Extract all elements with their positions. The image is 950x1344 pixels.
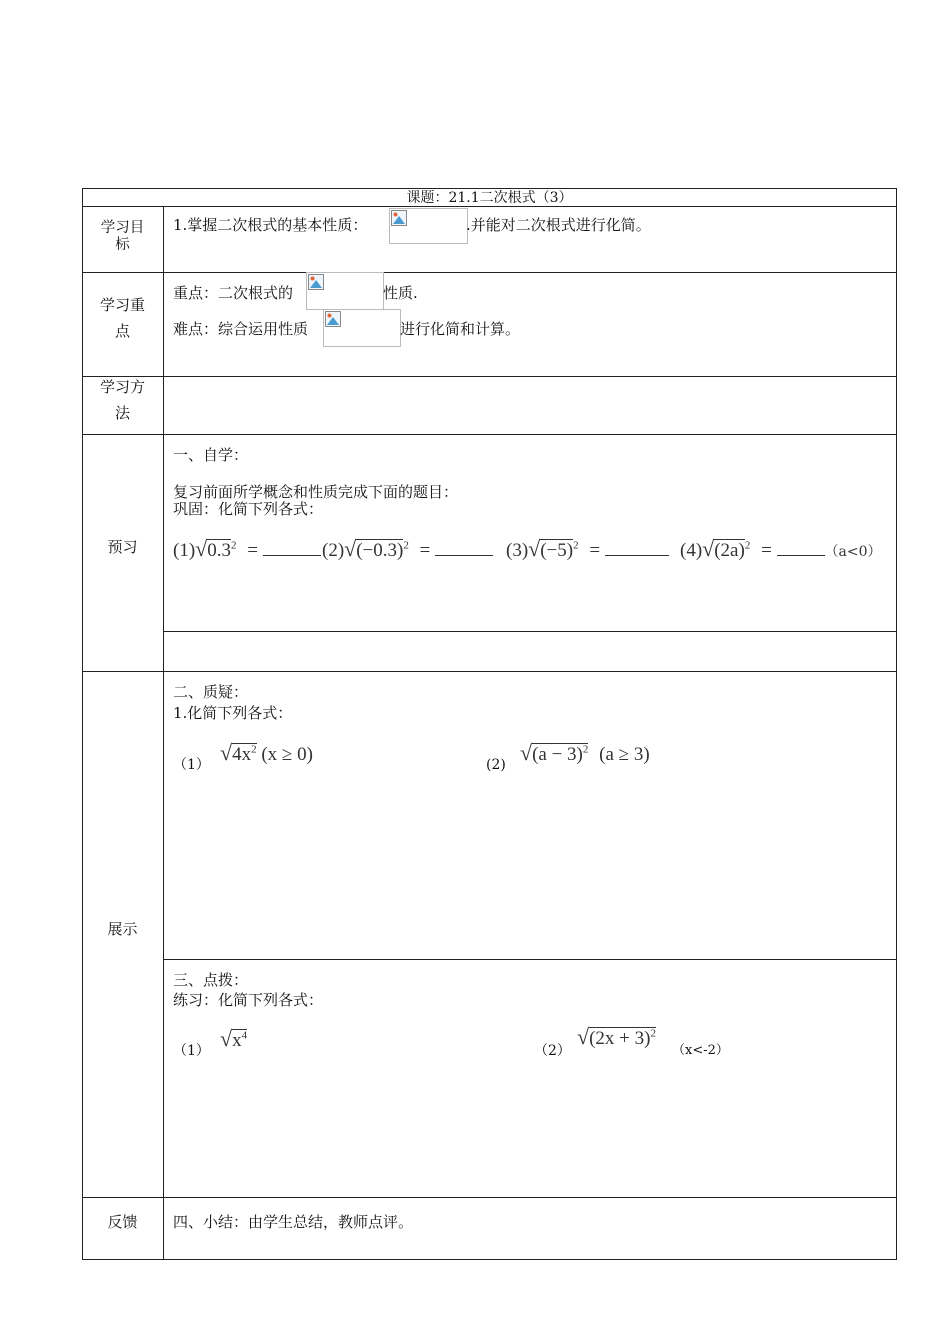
difficulty-text-before: 难点：综合运用性质 [173, 320, 309, 338]
answer-blank[interactable] [263, 543, 321, 556]
broken-image-icon [391, 210, 407, 226]
goals-text-before: 1.掌握二次根式的基本性质： [173, 216, 368, 234]
row-divider [82, 434, 897, 435]
focus-text-after: 性质. [383, 284, 418, 302]
answer-blank[interactable] [777, 543, 825, 556]
label-key-points: 学习重点 [99, 296, 145, 340]
hint-item1-expression: $√x^4$ [220, 1026, 248, 1051]
hint-item2-number: （2） [534, 1043, 571, 1059]
preview-heading: 一、自学： [173, 446, 249, 464]
show-item2-expression: $√(a - 3)^2$ (a ≥ 3) [520, 740, 650, 765]
lesson-title: 课题：21.1二次根式（3） [406, 190, 573, 206]
border-left [82, 188, 83, 1260]
focus-text-before: 重点：二次根式的 [173, 284, 294, 302]
label-preview: 预习 [107, 538, 138, 556]
label-method: 学习方法 [99, 378, 145, 422]
preview-expression-4: $(4)√(2a)^2 = (a<0)$ [680, 536, 882, 561]
label-goals: 学习目标 [100, 220, 145, 253]
preview-expression-3: $(3)√(-5)^2$ = [506, 536, 669, 562]
hint-item2-condition: （x<-2） [672, 1043, 729, 1058]
row-divider [82, 376, 897, 377]
hint-line: 练习：化简下列各式： [173, 991, 324, 1009]
broken-image-icon [308, 274, 324, 290]
preview-line1: 复习前面所学概念和性质完成下面的题目： [173, 483, 459, 501]
show-line1: 1.化简下列各式： [173, 704, 293, 722]
column-divider [163, 206, 164, 1260]
label-feedback: 反馈 [107, 1213, 138, 1231]
preview-expression-1: $(1)√0.3^2$ = [173, 536, 321, 562]
broken-image-placeholder [389, 208, 468, 244]
answer-blank[interactable] [605, 543, 669, 556]
lesson-plan-table [82, 188, 897, 1260]
border-right [896, 188, 897, 1260]
row-divider [82, 671, 897, 672]
show-heading: 二、质疑： [173, 683, 249, 701]
goals-text-after: .并能对二次根式进行化简。 [466, 216, 651, 234]
row-divider [82, 272, 897, 273]
show-item1-expression: $√4x^2$ (x ≥ 0) [220, 740, 313, 765]
difficulty-text-after: 进行化简和计算。 [400, 320, 521, 338]
row-divider [163, 631, 897, 632]
broken-image-placeholder [306, 272, 384, 310]
broken-image-icon [325, 311, 341, 327]
label-show: 展示 [107, 920, 138, 938]
feedback-text: 四、小结：由学生总结，教师点评。 [173, 1213, 414, 1231]
preview-line2: 巩固：化简下列各式： [173, 500, 324, 518]
answer-blank[interactable] [435, 543, 493, 556]
preview-expression-2: $(2)√(-0.3)^2$ = [322, 536, 493, 562]
row-divider [82, 1197, 897, 1198]
show-item2-number: (2) [486, 757, 506, 773]
hint-heading: 三、点拨： [173, 971, 249, 989]
show-item1-number: （1） [173, 757, 210, 773]
broken-image-placeholder [323, 309, 401, 347]
border-bottom [82, 1259, 897, 1260]
row-divider [163, 959, 897, 960]
hint-item1-number: （1） [173, 1043, 210, 1059]
hint-item2-expression: $√(2x + 3)^2$ [577, 1024, 656, 1049]
